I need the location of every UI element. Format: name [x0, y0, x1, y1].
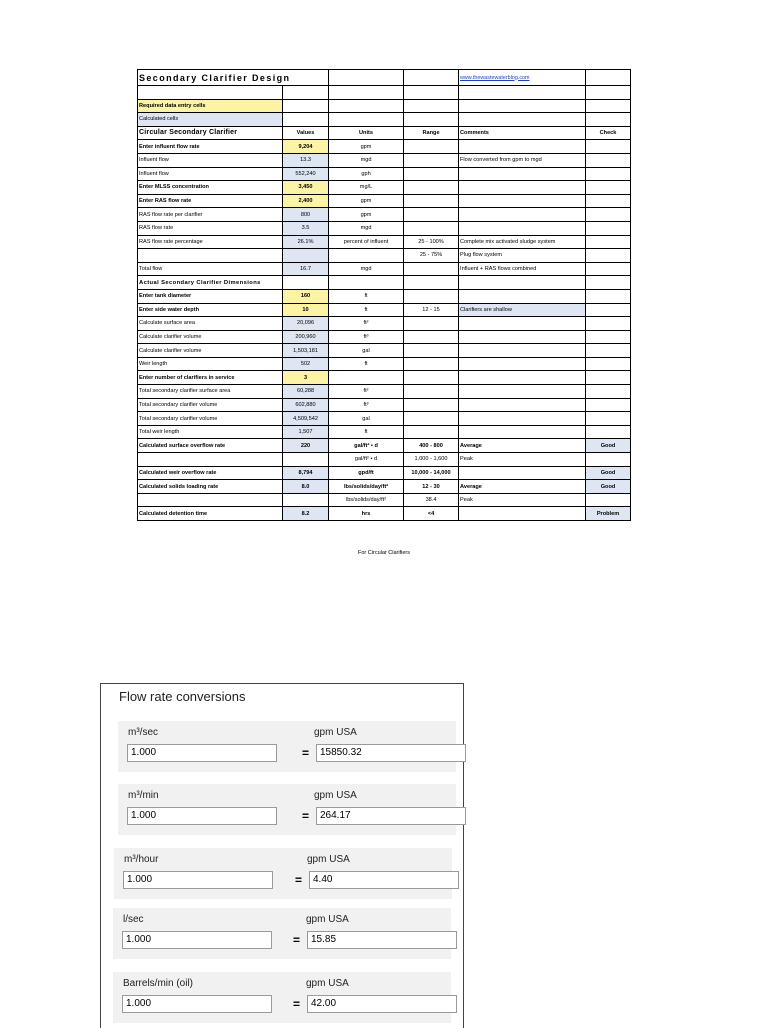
row-unit: mgd	[329, 221, 404, 235]
row-value	[283, 453, 329, 467]
from-unit-label: m³/min	[128, 790, 159, 801]
row-comment: Peak	[459, 453, 586, 467]
header-check: Check	[586, 126, 631, 140]
row-label: Enter tank diameter	[138, 289, 283, 303]
table-row	[138, 412, 631, 426]
equals-sign: =	[295, 873, 303, 887]
row-unit: lbs/solids/day/ft²	[329, 480, 404, 494]
row-label: Influent flow	[138, 153, 283, 167]
table-row	[138, 385, 631, 399]
row-value: 602,880	[283, 398, 329, 412]
row-label: Calculate clarifier volume	[138, 330, 283, 344]
row-range: 25 - 100%	[404, 235, 459, 249]
row-range: <4	[404, 507, 459, 521]
row-check	[586, 235, 631, 249]
row-value: 800	[283, 208, 329, 222]
from-unit-label: m³/hour	[124, 854, 159, 865]
row-comment	[459, 507, 586, 521]
header-range: Range	[404, 126, 459, 140]
row-label: Enter side water depth	[138, 303, 283, 317]
row-label: Calculated solids loading rate	[138, 480, 283, 494]
to-unit-label: gpm USA	[306, 914, 349, 925]
row-range: 400 - 800	[404, 439, 459, 453]
from-value-input[interactable]: 1.000	[122, 995, 272, 1013]
row-comment	[459, 317, 586, 331]
conversion-row	[114, 848, 452, 899]
table-row	[138, 181, 631, 195]
row-label: Total weir length	[138, 425, 283, 439]
row-check	[586, 357, 631, 371]
from-value-input[interactable]: 1.000	[127, 744, 277, 762]
row-comment	[459, 181, 586, 195]
row-range	[404, 344, 459, 358]
row-check: Good	[586, 439, 631, 453]
row-unit: gpd/ft	[329, 466, 404, 480]
table-row	[138, 453, 631, 467]
row-unit: gal	[329, 344, 404, 358]
table-row	[138, 330, 631, 344]
row-range	[404, 208, 459, 222]
row-range: 12 - 15	[404, 303, 459, 317]
row-comment	[459, 330, 586, 344]
to-value-input[interactable]: 15850.32	[316, 744, 466, 762]
row-comment	[459, 371, 586, 385]
row-range	[404, 194, 459, 208]
row-unit: lbs/solids/day/ft²	[329, 493, 404, 507]
row-value: 502	[283, 357, 329, 371]
row-check	[586, 208, 631, 222]
table-row	[138, 235, 631, 249]
row-value: 3,450	[283, 181, 329, 195]
to-value-input[interactable]: 264.17	[316, 807, 466, 825]
table-row	[138, 140, 631, 154]
row-comment: Plug flow system	[459, 249, 586, 263]
row-range: 38.4	[404, 493, 459, 507]
row-check: Good	[586, 480, 631, 494]
header-values: Values	[283, 126, 329, 140]
from-value-input[interactable]: 1.000	[123, 871, 273, 889]
table-row	[138, 167, 631, 181]
row-value: 4,509,542	[283, 412, 329, 426]
conversion-row	[118, 721, 456, 772]
sheet-caption: For Circular Clarifiers	[358, 550, 410, 556]
row-check	[586, 289, 631, 303]
row-check	[586, 412, 631, 426]
row-comment	[459, 412, 586, 426]
row-label	[138, 249, 283, 263]
row-comment: Flow converted from gpm to mgd	[459, 153, 586, 167]
table-row	[138, 371, 631, 385]
row-range	[404, 330, 459, 344]
row-unit: gpm	[329, 194, 404, 208]
conversion-row	[113, 972, 451, 1023]
row-label: Calculated surface overflow rate	[138, 439, 283, 453]
row-range	[404, 357, 459, 371]
panel-title: Flow rate conversions	[119, 689, 246, 704]
section-heading-circular: Circular Secondary Clarifier	[138, 126, 283, 140]
row-unit: hrs	[329, 507, 404, 521]
table-row	[138, 493, 631, 507]
row-value: 8.2	[283, 507, 329, 521]
row-range	[404, 262, 459, 276]
clarifier-spreadsheet	[137, 69, 630, 521]
row-label: Enter RAS flow rate	[138, 194, 283, 208]
row-check	[586, 371, 631, 385]
row-label: Influent flow	[138, 167, 283, 181]
row-range: 12 - 30	[404, 480, 459, 494]
to-value-input[interactable]: 4.40	[309, 871, 459, 889]
row-value: 1,503,181	[283, 344, 329, 358]
row-check	[586, 221, 631, 235]
row-unit	[329, 249, 404, 263]
row-range	[404, 167, 459, 181]
row-range: 10,000 - 14,000	[404, 466, 459, 480]
row-unit: ft³	[329, 330, 404, 344]
row-label: RAS flow rate per clarifier	[138, 208, 283, 222]
row-label: Enter influent flow rate	[138, 140, 283, 154]
row-unit: ft³	[329, 398, 404, 412]
row-unit: gpm	[329, 208, 404, 222]
row-label: RAS flow rate	[138, 221, 283, 235]
website-link[interactable]: www.thewastewaterblog.com	[460, 74, 530, 81]
row-range	[404, 385, 459, 399]
from-unit-label: l/sec	[123, 914, 144, 925]
row-comment: Average	[459, 439, 586, 453]
table-row	[138, 507, 631, 521]
row-label: Total flow	[138, 262, 283, 276]
row-value: 10	[283, 303, 329, 317]
row-check	[586, 493, 631, 507]
row-comment: Average	[459, 480, 586, 494]
row-check	[586, 194, 631, 208]
to-value-input[interactable]: 42.00	[307, 995, 457, 1013]
row-value: 3	[283, 371, 329, 385]
row-value: 160	[283, 289, 329, 303]
row-check	[586, 330, 631, 344]
to-unit-label: gpm USA	[314, 727, 357, 738]
row-value: 9,204	[283, 140, 329, 154]
from-value-input[interactable]: 1.000	[127, 807, 277, 825]
from-value-input[interactable]: 1.000	[122, 931, 272, 949]
row-check: Problem	[586, 507, 631, 521]
row-unit: ft	[329, 289, 404, 303]
row-range	[404, 425, 459, 439]
to-unit-label: gpm USA	[306, 978, 349, 989]
row-value: 16.7	[283, 262, 329, 276]
equals-sign: =	[302, 746, 310, 760]
table-row	[138, 153, 631, 167]
sheet-title: Secondary Clarifier Design	[138, 70, 329, 86]
row-comment: Clarifiers are shallow	[459, 303, 586, 317]
row-value: 552,240	[283, 167, 329, 181]
row-unit: mg/L	[329, 181, 404, 195]
row-value: 200,960	[283, 330, 329, 344]
row-check	[586, 167, 631, 181]
row-range	[404, 153, 459, 167]
row-unit: ft	[329, 303, 404, 317]
row-unit: ft	[329, 425, 404, 439]
row-check	[586, 262, 631, 276]
row-label: Weir length	[138, 357, 283, 371]
row-range	[404, 221, 459, 235]
table-row	[138, 303, 631, 317]
row-unit: gal	[329, 412, 404, 426]
table-row	[138, 289, 631, 303]
table-row	[138, 439, 631, 453]
row-range	[404, 371, 459, 385]
row-check	[586, 303, 631, 317]
row-check	[586, 140, 631, 154]
row-value: 13.3	[283, 153, 329, 167]
row-check: Good	[586, 466, 631, 480]
row-label: Calculated weir overflow rate	[138, 466, 283, 480]
row-value: 2,400	[283, 194, 329, 208]
row-unit: gal/ft² • d	[329, 439, 404, 453]
row-range: 1,000 - 1,600	[404, 453, 459, 467]
row-comment: Influent + RAS flows combined	[459, 262, 586, 276]
header-units: Units	[329, 126, 404, 140]
row-unit: gpm	[329, 140, 404, 154]
row-unit	[329, 371, 404, 385]
flow-rate-conversions-panel	[100, 683, 464, 1028]
to-unit-label: gpm USA	[307, 854, 350, 865]
table-row	[138, 344, 631, 358]
row-label: Total secondary clarifier volume	[138, 412, 283, 426]
row-value: 220	[283, 439, 329, 453]
to-value-input[interactable]: 15.85	[307, 931, 457, 949]
row-comment	[459, 208, 586, 222]
row-value: 3.5	[283, 221, 329, 235]
row-label: Enter number of clarifiers in service	[138, 371, 283, 385]
row-label: Total secondary clarifier surface area	[138, 385, 283, 399]
row-comment	[459, 140, 586, 154]
from-unit-label: Barrels/min (oil)	[123, 978, 194, 989]
row-label: Total secondary clarifier volume	[138, 398, 283, 412]
row-range: 25 - 75%	[404, 249, 459, 263]
row-unit: mgd	[329, 262, 404, 276]
legend-calculated-cells: Calculated cells	[138, 113, 283, 127]
row-value: 20,096	[283, 317, 329, 331]
row-label	[138, 493, 283, 507]
row-unit: gph	[329, 167, 404, 181]
row-check	[586, 398, 631, 412]
row-comment	[459, 167, 586, 181]
row-value: 60,288	[283, 385, 329, 399]
row-comment	[459, 357, 586, 371]
row-unit: ft²	[329, 385, 404, 399]
row-label: RAS flow rate percentage	[138, 235, 283, 249]
row-unit: gal/ft² • d	[329, 453, 404, 467]
row-check	[586, 249, 631, 263]
equals-sign: =	[293, 933, 301, 947]
row-range	[404, 181, 459, 195]
table-row	[138, 262, 631, 276]
legend-required-cells: Required data entry cells	[138, 99, 283, 113]
section-heading-dimensions: Actual Secondary Clarifier Dimensions	[138, 276, 283, 290]
section-row	[138, 276, 631, 290]
table-row	[138, 425, 631, 439]
row-check	[586, 153, 631, 167]
row-value	[283, 249, 329, 263]
row-range	[404, 140, 459, 154]
row-unit: mgd	[329, 153, 404, 167]
table-row	[138, 208, 631, 222]
table-row	[138, 194, 631, 208]
row-comment	[459, 344, 586, 358]
equals-sign: =	[302, 809, 310, 823]
row-check	[586, 317, 631, 331]
table-row	[138, 317, 631, 331]
row-comment: Complete mix activated sludge system	[459, 235, 586, 249]
row-comment	[459, 425, 586, 439]
from-unit-label: m³/sec	[128, 727, 158, 738]
row-check	[586, 425, 631, 439]
row-unit: ft²	[329, 317, 404, 331]
table-row	[138, 480, 631, 494]
row-comment: Peak	[459, 493, 586, 507]
row-value: 26.1%	[283, 235, 329, 249]
row-range	[404, 398, 459, 412]
row-label: Calculate clarifier volume	[138, 344, 283, 358]
header-comments: Comments	[459, 126, 586, 140]
equals-sign: =	[293, 997, 301, 1011]
row-comment	[459, 221, 586, 235]
row-check	[586, 453, 631, 467]
table-row	[138, 221, 631, 235]
row-unit: ft	[329, 357, 404, 371]
row-value: 1,507	[283, 425, 329, 439]
clarifier-table	[137, 69, 631, 521]
row-unit: percent of influent	[329, 235, 404, 249]
row-label: Calculate surface area	[138, 317, 283, 331]
row-check	[586, 181, 631, 195]
row-value: 8.0	[283, 480, 329, 494]
to-unit-label: gpm USA	[314, 790, 357, 801]
row-range	[404, 317, 459, 331]
row-comment	[459, 466, 586, 480]
conversion-row	[113, 908, 451, 959]
row-label: Calculated detention time	[138, 507, 283, 521]
row-comment	[459, 398, 586, 412]
row-range	[404, 412, 459, 426]
row-value: 8,794	[283, 466, 329, 480]
row-label: Enter MLSS concentration	[138, 181, 283, 195]
row-label	[138, 453, 283, 467]
row-comment	[459, 194, 586, 208]
table-row	[138, 398, 631, 412]
table-row	[138, 466, 631, 480]
conversion-row	[118, 784, 456, 835]
row-check	[586, 385, 631, 399]
table-row	[138, 249, 631, 263]
table-row	[138, 357, 631, 371]
row-check	[586, 344, 631, 358]
row-comment	[459, 385, 586, 399]
row-value	[283, 493, 329, 507]
row-comment	[459, 289, 586, 303]
row-range	[404, 289, 459, 303]
